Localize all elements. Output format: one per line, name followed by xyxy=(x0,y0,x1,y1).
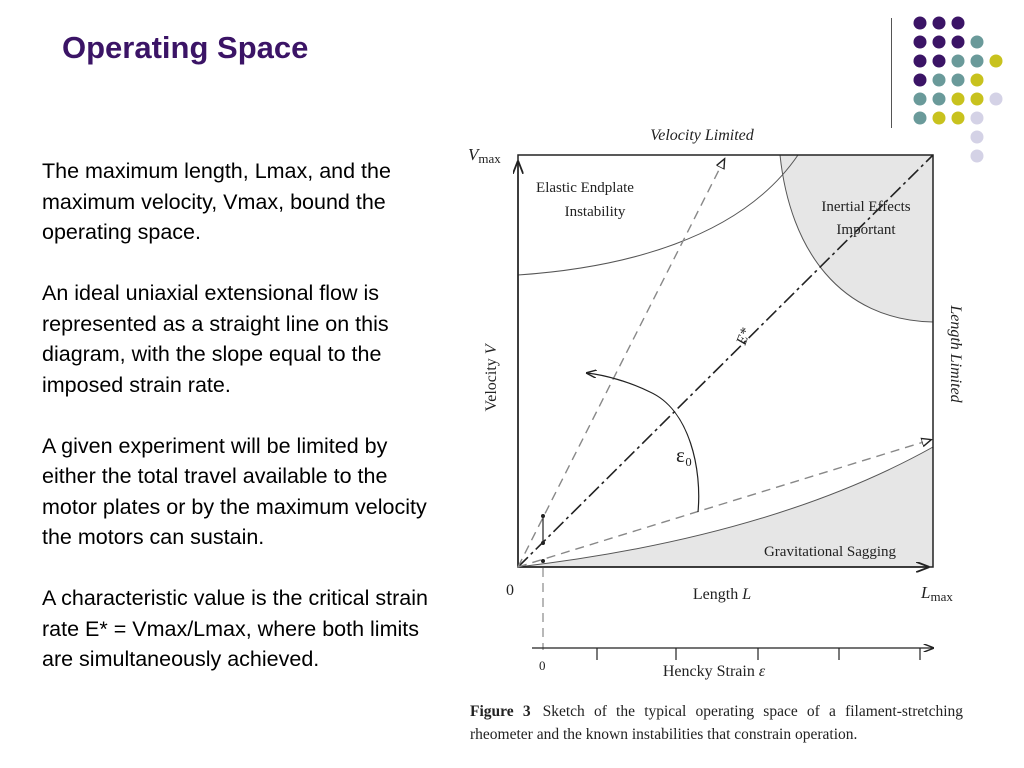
steep-flow-line xyxy=(518,160,724,567)
elastic-region-label-line1: Elastic Endplate xyxy=(536,180,634,196)
elastic-region-label-line2: Instability xyxy=(564,204,626,220)
hencky-strain-label: Hencky Strain ε xyxy=(662,663,766,680)
inertial-region-label-line1: Inertial Effects xyxy=(821,199,911,215)
inertial-region-label-line2: Important xyxy=(836,222,896,238)
slide-title: Operating Space xyxy=(62,30,309,65)
paragraph-experiment-limits: A given experiment will be limited by either the total travel available to the motor plates or by the maximum velocity the motors can sustain. xyxy=(42,433,427,549)
critical-rate-line-label: E* xyxy=(733,326,755,348)
strain-origin-label: 0 xyxy=(539,658,546,673)
vmax-label: Vmax xyxy=(468,145,501,166)
velocity-axis-label: Velocity V xyxy=(483,344,500,412)
figure-caption-text: Sketch of the typical operating space of a filament-stretching rheometer and the known instabilities that constrain operation. xyxy=(470,703,964,743)
strain-rate-label: ε₀ xyxy=(676,443,693,467)
elastic-instability-boundary xyxy=(518,155,798,275)
lmax-label: Lmax xyxy=(921,583,953,604)
length-limited-label: Length Limited xyxy=(947,305,964,403)
figure-caption-label: Figure 3 xyxy=(470,703,531,720)
inertial-effects-region xyxy=(780,155,933,322)
marker-point xyxy=(541,559,545,563)
paragraph-ideal-flow: An ideal uniaxial extensional flow is represented as a straight line on this diagram, with the slope equal to the imposed strain rate. xyxy=(42,281,389,397)
length-axis-label: Length L xyxy=(692,586,752,603)
origin-label: 0 xyxy=(506,582,514,599)
velocity-limited-label: Velocity Limited xyxy=(650,127,754,144)
gravitational-sagging-label: Gravitational Sagging xyxy=(763,544,897,560)
figure-caption xyxy=(470,700,963,746)
paragraph-critical-rate: A characteristic value is the critical strain rate E* = Vmax/Lmax, where both limits are simultaneously achieved. xyxy=(42,586,428,671)
paragraph-limits: The maximum length, Lmax, and the maximum velocity, Vmax, bound the operating space. xyxy=(42,159,391,244)
